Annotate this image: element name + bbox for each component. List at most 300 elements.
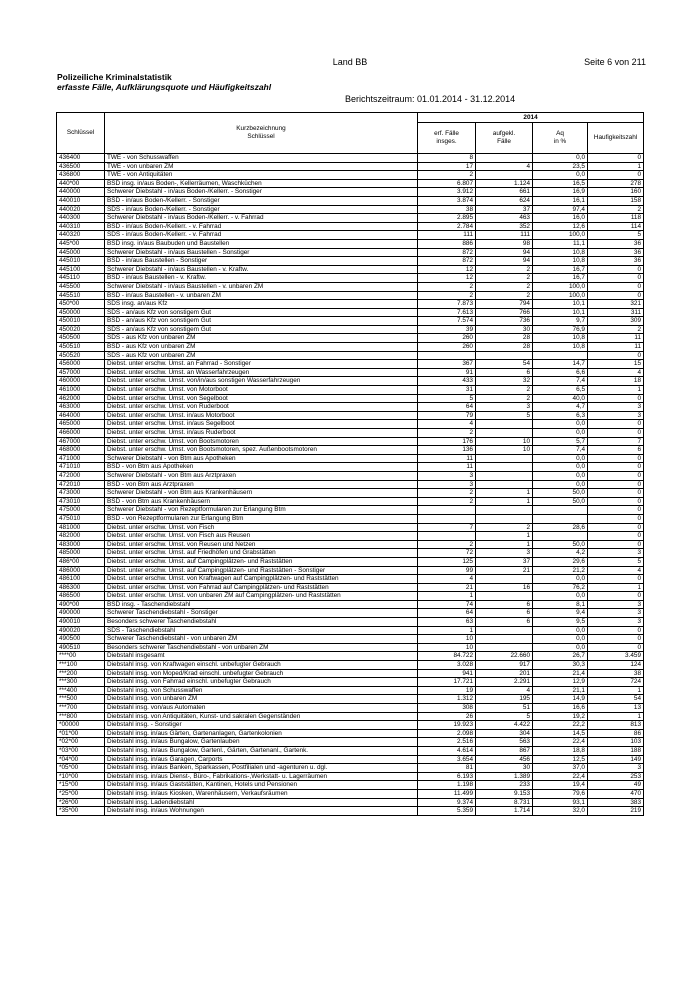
cell-cases: 79	[418, 411, 476, 420]
cell-aq: 22,4	[533, 772, 588, 781]
table-row	[57, 214, 644, 223]
cell-label: SDS - Taschendiebstahl	[105, 626, 418, 635]
cell-label: Schwerer Diebstahl - von Btm aus Apotheken	[105, 454, 418, 463]
cell-key: 486000	[57, 566, 105, 575]
table-row	[57, 300, 644, 309]
cell-label: Diebstahl insg. in/aus Bungalow, Gartenlauben	[105, 738, 418, 747]
cell-solved	[476, 643, 533, 652]
table-row	[57, 635, 644, 644]
cell-aq: 100,0	[533, 282, 588, 291]
cell-key: 466000	[57, 429, 105, 438]
cell-cases	[418, 506, 476, 515]
cell-label: SDS - in/aus Boden-/Kellerr. - Sonstiger	[105, 205, 418, 214]
cell-label: BSD - aus Kfz von unbaren ZM	[105, 343, 418, 352]
col-hz-header: Haufigkeitszahl	[588, 123, 644, 154]
table-row	[57, 643, 644, 652]
cell-hz: 219	[588, 807, 644, 816]
cell-hz: 0	[588, 171, 644, 180]
cell-aq: 32,0	[533, 807, 588, 816]
table-row	[57, 411, 644, 420]
cell-key: 440020	[57, 205, 105, 214]
cell-hz: 124	[588, 661, 644, 670]
table-row	[57, 351, 644, 360]
cell-key: *35*00	[57, 807, 105, 816]
cell-cases: 2	[418, 291, 476, 300]
cell-aq: 9,4	[533, 609, 588, 618]
table-row	[57, 738, 644, 747]
cell-aq: 0,0	[533, 592, 588, 601]
cell-label: Diebstahl insg. in/aus Banken, Sparkassen, Postfilialen und -agenturen u. dgl.	[105, 764, 418, 773]
cell-solved: 5	[476, 712, 533, 721]
cell-solved: 2.291	[476, 678, 533, 687]
cell-hz: 5	[588, 231, 644, 240]
cell-key: 467000	[57, 437, 105, 446]
cell-cases: 3.874	[418, 196, 476, 205]
cell-solved: 2	[476, 282, 533, 291]
cell-aq: 0,0	[533, 454, 588, 463]
table-row	[57, 222, 644, 231]
cell-key: 486500	[57, 592, 105, 601]
col-aq-header-line2: in %	[553, 138, 567, 145]
table-row	[57, 523, 644, 532]
cell-solved: 736	[476, 317, 533, 326]
cell-cases: 19	[418, 686, 476, 695]
col-cases-header	[418, 123, 476, 154]
cell-hz: 311	[588, 308, 644, 317]
cell-cases: 260	[418, 343, 476, 352]
cell-solved: 867	[476, 746, 533, 755]
cell-cases: 12	[418, 265, 476, 274]
cell-label: Diebst. unter erschw. Umst. in/aus Ruderboot	[105, 429, 418, 438]
cell-label: Diebstahl insg. in/aus Gaststätten, Kantinen, Hotels und Pensionen	[105, 781, 418, 790]
cell-solved	[476, 454, 533, 463]
cell-hz: 38	[588, 669, 644, 678]
table-row	[57, 626, 644, 635]
cell-aq: 0,0	[533, 635, 588, 644]
cell-hz: 0	[588, 274, 644, 283]
cell-key: 457000	[57, 368, 105, 377]
table-row	[57, 188, 644, 197]
cell-solved: 2	[476, 394, 533, 403]
cell-cases	[418, 351, 476, 360]
cell-solved: 16	[476, 583, 533, 592]
cell-hz: 0	[588, 643, 644, 652]
cell-aq: 21,2	[533, 566, 588, 575]
col-aq-header	[533, 123, 588, 154]
col-solved-header-line1: aufgekl.	[492, 130, 516, 137]
cell-hz: 54	[588, 695, 644, 704]
cell-solved	[476, 592, 533, 601]
cell-aq: 16,7	[533, 274, 588, 283]
cell-hz: 0	[588, 626, 644, 635]
cell-aq: 4,2	[533, 549, 588, 558]
table-row	[57, 618, 644, 627]
cell-hz: 3.459	[588, 652, 644, 661]
cell-cases: 2	[418, 171, 476, 180]
cell-aq: 14,9	[533, 695, 588, 704]
table-row	[57, 394, 644, 403]
cell-hz: 3	[588, 609, 644, 618]
cell-key: 485000	[57, 549, 105, 558]
table-row	[57, 446, 644, 455]
cell-label: Diebst. unter erschw. Umst. auf Campingplätzen- und Raststätten - Sonstiger	[105, 566, 418, 575]
cell-aq: 10,8	[533, 334, 588, 343]
cell-label: Schwerer Taschendiebstahl - von unbaren ZM	[105, 635, 418, 644]
page-number: Seite 6 von 211	[584, 57, 646, 67]
cell-aq: 12,9	[533, 678, 588, 687]
cell-key: ***300	[57, 678, 105, 687]
cell-hz: 0	[588, 471, 644, 480]
cell-hz: 0	[588, 394, 644, 403]
cell-key: 450500	[57, 334, 105, 343]
cell-solved: 917	[476, 661, 533, 670]
cell-cases: 2	[418, 497, 476, 506]
table-row	[57, 789, 644, 798]
cell-solved	[476, 480, 533, 489]
cell-cases: 136	[418, 446, 476, 455]
cell-aq: 100,0	[533, 231, 588, 240]
cell-key: 473010	[57, 497, 105, 506]
cell-solved: 2	[476, 274, 533, 283]
cell-cases: 11.499	[418, 789, 476, 798]
cell-label: Diebst. unter erschw. Umst. von unbaren ZM auf Campingplätzen- und Raststätten	[105, 592, 418, 601]
cell-solved: 4	[476, 686, 533, 695]
cell-hz: 0	[588, 351, 644, 360]
cell-hz: 3	[588, 618, 644, 627]
cell-cases: 3	[418, 480, 476, 489]
cell-solved: 98	[476, 239, 533, 248]
cell-solved: 2	[476, 386, 533, 395]
cell-solved: 352	[476, 222, 533, 231]
cell-label: BSD - in/aus Boden-/Kellerr. - Sonstiger	[105, 196, 418, 205]
cell-solved	[476, 463, 533, 472]
table-row	[57, 497, 644, 506]
table-row	[57, 540, 644, 549]
cell-hz: 49	[588, 781, 644, 790]
cell-key: 436400	[57, 154, 105, 163]
cell-hz: 3	[588, 403, 644, 412]
cell-key: 450510	[57, 343, 105, 352]
cell-solved: 1.714	[476, 807, 533, 816]
cell-label: SDS - aus Kfz von unbaren ZM	[105, 334, 418, 343]
table-row	[57, 798, 644, 807]
table-row	[57, 549, 644, 558]
cell-label: Diebst. unter erschw. Umst. auf Friedhöfen und Grabstätten	[105, 549, 418, 558]
cell-hz: 0	[588, 154, 644, 163]
col-label-header-line2: Schlüssel	[247, 133, 275, 140]
cell-hz: 0	[588, 540, 644, 549]
cell-key: 472000	[57, 471, 105, 480]
cell-aq: 10,1	[533, 300, 588, 309]
cell-key: *10*00	[57, 772, 105, 781]
col-cases-header-line2: insges.	[436, 138, 457, 145]
cell-aq: 23,5	[533, 162, 588, 171]
cell-solved: 624	[476, 196, 533, 205]
cell-cases: 2	[418, 489, 476, 498]
cell-hz: 86	[588, 729, 644, 738]
cell-hz: 0	[588, 635, 644, 644]
cell-cases: 308	[418, 704, 476, 713]
report-subtitle: erfasste Fälle, Aufklärungsquote und Häufigkeitszahl	[57, 82, 272, 92]
cell-key: *02*00	[57, 738, 105, 747]
cell-label: Diebst. unter erschw. Umst. von Ruderboot	[105, 403, 418, 412]
cell-label: Diebstahl insg. in/aus Dienst-, Büro-, Fabrikations-,Werkstatt- u. Lagerräumen	[105, 772, 418, 781]
cell-aq	[533, 506, 588, 515]
cell-hz: 1	[588, 712, 644, 721]
cell-solved: 304	[476, 729, 533, 738]
cell-cases: 941	[418, 669, 476, 678]
cell-cases: 2.784	[418, 222, 476, 231]
table-row	[57, 239, 644, 248]
cell-hz: 36	[588, 248, 644, 257]
table-row	[57, 274, 644, 283]
cell-cases	[418, 532, 476, 541]
cell-hz: 0	[588, 523, 644, 532]
cell-solved: 195	[476, 695, 533, 704]
cell-solved: 1	[476, 540, 533, 549]
cell-solved: 233	[476, 781, 533, 790]
table-row	[57, 420, 644, 429]
cell-hz: 383	[588, 798, 644, 807]
cell-key: 472010	[57, 480, 105, 489]
cell-aq: 10,1	[533, 308, 588, 317]
cell-hz: 0	[588, 575, 644, 584]
statistics-table	[56, 112, 644, 816]
cell-solved: 30	[476, 325, 533, 334]
cell-aq: 76,2	[533, 583, 588, 592]
cell-label: Diebstahl insgesamt	[105, 652, 418, 661]
cell-key: 445100	[57, 265, 105, 274]
cell-hz: 7	[588, 437, 644, 446]
cell-key: *05*00	[57, 764, 105, 773]
cell-hz: 3	[588, 411, 644, 420]
cell-aq: 19,2	[533, 712, 588, 721]
table-row	[57, 386, 644, 395]
cell-solved: 563	[476, 738, 533, 747]
cell-cases: 64	[418, 403, 476, 412]
table-row	[57, 575, 644, 584]
cell-label: Schwerer Diebstahl - in/aus Baustellen - Sonstiger	[105, 248, 418, 257]
cell-aq: 6,5	[533, 386, 588, 395]
cell-label: Diebstahl insg. von/aus Automaten	[105, 704, 418, 713]
table-row	[57, 231, 644, 240]
cell-cases: 7.873	[418, 300, 476, 309]
cell-hz: 1	[588, 686, 644, 695]
cell-aq: 5,7	[533, 437, 588, 446]
cell-key: 450*00	[57, 300, 105, 309]
cell-aq: 4,7	[533, 403, 588, 412]
cell-solved: 8.731	[476, 798, 533, 807]
cell-cases: 260	[418, 334, 476, 343]
cell-aq: 10,8	[533, 257, 588, 266]
cell-label: BSD - in/aus Baustellen - Sonstiger	[105, 257, 418, 266]
cell-label: Diebstahl insg. in/aus Gärten, Gartenanlagen, Gartenkolonien	[105, 729, 418, 738]
cell-aq: 26,7	[533, 652, 588, 661]
cell-key: 475000	[57, 506, 105, 515]
cell-cases: 64	[418, 609, 476, 618]
cell-hz: 1	[588, 583, 644, 592]
cell-solved: 6	[476, 368, 533, 377]
cell-cases: 8	[418, 154, 476, 163]
cell-aq: 6,3	[533, 411, 588, 420]
cell-hz: 160	[588, 188, 644, 197]
cell-solved: 1.389	[476, 772, 533, 781]
cell-label: Diebstahl insg. von Kraftwagen einschl. unbefugter Gebrauch	[105, 661, 418, 670]
cell-key: 463000	[57, 403, 105, 412]
cell-label: Diebst. unter erschw. Umst. von Bootsmotoren	[105, 437, 418, 446]
cell-key: 456000	[57, 360, 105, 369]
cell-solved: 28	[476, 334, 533, 343]
table-row	[57, 489, 644, 498]
col-label-header-line1: Kurzbezeichnung	[236, 125, 286, 132]
cell-hz: 188	[588, 746, 644, 755]
cell-aq: 0,0	[533, 154, 588, 163]
cell-cases: 7.613	[418, 308, 476, 317]
cell-aq: 11,1	[533, 239, 588, 248]
cell-solved: 463	[476, 214, 533, 223]
col-label-header	[105, 113, 418, 154]
cell-hz: 4	[588, 566, 644, 575]
table-row	[57, 325, 644, 334]
table-row	[57, 257, 644, 266]
cell-aq: 30,3	[533, 661, 588, 670]
cell-aq: 79,6	[533, 789, 588, 798]
cell-solved	[476, 471, 533, 480]
cell-key: 436500	[57, 162, 105, 171]
cell-cases: 1.198	[418, 781, 476, 790]
table-row	[57, 712, 644, 721]
cell-solved: 10	[476, 437, 533, 446]
cell-aq: 0,0	[533, 480, 588, 489]
cell-label: SDS - aus Kfz von unbaren ZM	[105, 351, 418, 360]
cell-label: Schwerer Diebstahl - von Btm aus Krankenhäusern	[105, 489, 418, 498]
cell-aq: 100,0	[533, 291, 588, 300]
cell-aq: 0,0	[533, 626, 588, 635]
cell-label: Diebstahl insg. von Fahrrad einschl. unbefugter Gebrauch	[105, 678, 418, 687]
cell-solved: 2	[476, 291, 533, 300]
cell-cases: 367	[418, 360, 476, 369]
cell-aq: 0,0	[533, 429, 588, 438]
cell-solved: 37	[476, 557, 533, 566]
cell-key: 461000	[57, 386, 105, 395]
cell-cases: 176	[418, 437, 476, 446]
cell-hz: 0	[588, 429, 644, 438]
cell-solved	[476, 171, 533, 180]
cell-hz: 470	[588, 789, 644, 798]
cell-key: 468000	[57, 446, 105, 455]
table-row	[57, 429, 644, 438]
col-solved-header-line2: Fälle	[497, 138, 511, 145]
cell-solved: 32	[476, 377, 533, 386]
table-row	[57, 704, 644, 713]
cell-hz: 3	[588, 549, 644, 558]
cell-key: 490500	[57, 635, 105, 644]
cell-hz: 36	[588, 239, 644, 248]
cell-key: 482000	[57, 532, 105, 541]
cell-label: Diebst. unter erschw. Umst. an Fahrrad - Sonstiger	[105, 360, 418, 369]
cell-cases: 74	[418, 600, 476, 609]
cell-cases: 2.516	[418, 738, 476, 747]
cell-solved: 111	[476, 231, 533, 240]
cell-cases: 433	[418, 377, 476, 386]
cell-aq: 0,0	[533, 471, 588, 480]
cell-solved	[476, 514, 533, 523]
cell-aq: 16,6	[533, 704, 588, 713]
cell-cases: 31	[418, 386, 476, 395]
cell-aq: 0,0	[533, 575, 588, 584]
cell-key: *00000	[57, 721, 105, 730]
cell-key: 450020	[57, 325, 105, 334]
cell-key: 436800	[57, 171, 105, 180]
cell-aq: 16,7	[533, 265, 588, 274]
cell-cases: 2	[418, 540, 476, 549]
cell-hz: 0	[588, 480, 644, 489]
cell-key: 460000	[57, 377, 105, 386]
cell-label: Diebst. unter erschw. Umst. an Wasserfahrzeugen	[105, 368, 418, 377]
cell-aq: 14,5	[533, 729, 588, 738]
cell-label: Diebst. unter erschw. Umst. von/in/aus sonstigen Wasserfahrzeugen	[105, 377, 418, 386]
cell-solved: 6	[476, 600, 533, 609]
cell-label: Diebstahl insg. in/aus Kiosken, Warenhäusern, Verkaufsräumen	[105, 789, 418, 798]
cell-label: Diebstahl insg. in/aus Bungalow, Gartenl., Gärten, Gartenanl., Gartenk.	[105, 746, 418, 755]
cell-label: TWE - von Antiquitäten	[105, 171, 418, 180]
cell-label: Diebst. unter erschw. Umst. von Bootsmotoren, spez. Außenbootsmotoren	[105, 446, 418, 455]
cell-cases: 6.193	[418, 772, 476, 781]
table-row	[57, 729, 644, 738]
cell-label: Schwerer Diebstahl - in/aus Baustellen - v. unbaren ZM	[105, 282, 418, 291]
cell-aq	[533, 532, 588, 541]
cell-hz: 4	[588, 368, 644, 377]
cell-hz: 5	[588, 557, 644, 566]
cell-solved: 6	[476, 618, 533, 627]
cell-key: 440*00	[57, 179, 105, 188]
table-row	[57, 334, 644, 343]
cell-label: BSD insg. - Taschendiebstahl	[105, 600, 418, 609]
cell-cases: 872	[418, 257, 476, 266]
cell-label: BSD - von Btm aus Krankenhäusern	[105, 497, 418, 506]
cell-aq: 8,1	[533, 600, 588, 609]
cell-label: Diebstahl insg. von Schusswaffen	[105, 686, 418, 695]
table-row	[57, 661, 644, 670]
table-row	[57, 600, 644, 609]
cell-cases: 81	[418, 764, 476, 773]
cell-label: Diebstahl insg. von Moped/Krad einschl. unbefugter Gebrauch	[105, 669, 418, 678]
table-row	[57, 171, 644, 180]
cell-aq: 7,4	[533, 446, 588, 455]
cell-cases: 17	[418, 162, 476, 171]
cell-cases: 4.614	[418, 746, 476, 755]
cell-cases: 6.807	[418, 179, 476, 188]
cell-label: BSD - in/aus Boden-/Kellerr. - v. Fahrrad	[105, 222, 418, 231]
cell-cases: 99	[418, 566, 476, 575]
cell-cases: 9.374	[418, 798, 476, 807]
cell-aq: 97,4	[533, 205, 588, 214]
cell-label: Diebst. unter erschw. Umst. auf Campingplätzen- und Raststätten	[105, 557, 418, 566]
cell-solved: 1	[476, 532, 533, 541]
cell-key: *04*00	[57, 755, 105, 764]
cell-label: SDS - in/aus Boden-/Kellerr. - v. Fahrrad	[105, 231, 418, 240]
cell-aq: 0,0	[533, 420, 588, 429]
table-body	[57, 154, 644, 816]
cell-aq: 7,4	[533, 377, 588, 386]
cell-key: 440010	[57, 196, 105, 205]
cell-label: SDS - an/aus Kfz von sonstigem Gut	[105, 308, 418, 317]
cell-aq: 40,0	[533, 394, 588, 403]
cell-hz: 0	[588, 282, 644, 291]
cell-key: 475010	[57, 514, 105, 523]
cell-hz: 0	[588, 420, 644, 429]
cell-solved: 28	[476, 343, 533, 352]
